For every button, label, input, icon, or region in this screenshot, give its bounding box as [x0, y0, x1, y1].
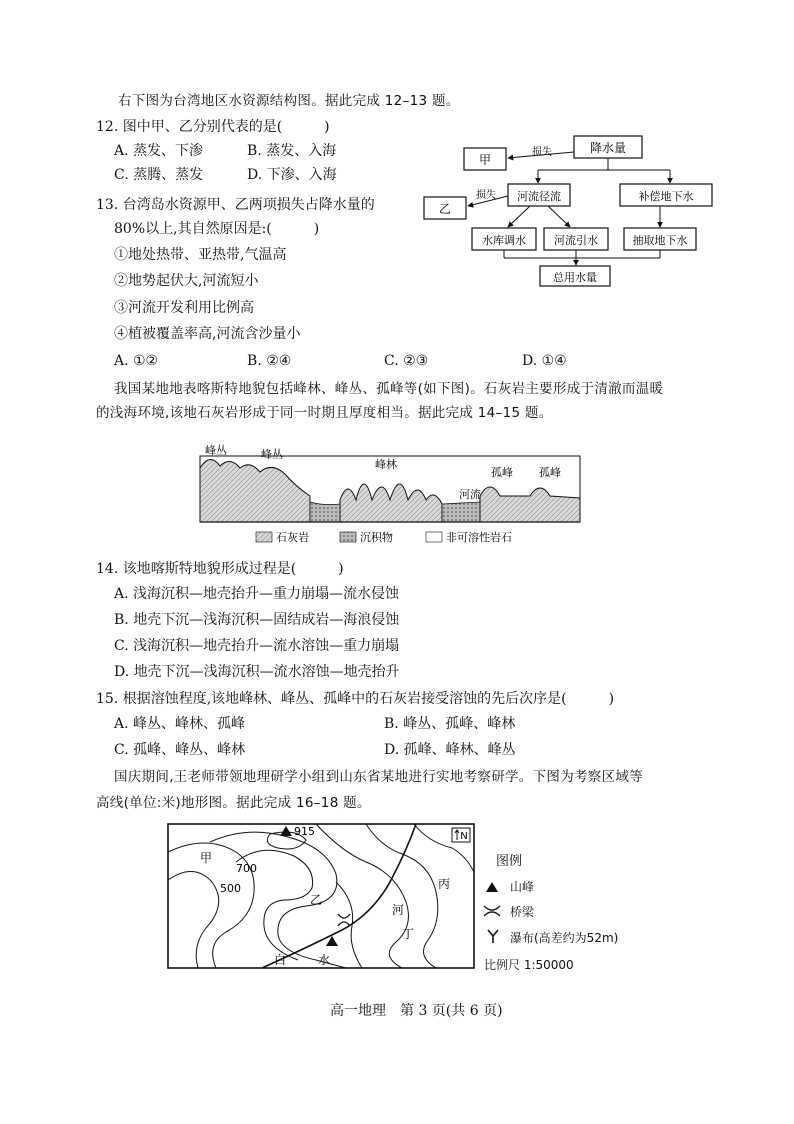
q13-statement-4: ④植被覆盖率高,河流含沙量小	[114, 326, 301, 342]
intro-16-18-line2: 高线(单位:米)地形图。据此完成 16–18 题。	[96, 795, 371, 811]
map-point-ding: 丁	[402, 927, 415, 941]
q13-statement-3: ③河流开发利用比例高	[114, 300, 254, 316]
intro-16-18-line1: 国庆期间,王老师带领地理研学小组到山东省某地进行实地考察研学。下图为考察区域等	[114, 769, 643, 785]
q13-option-b: B. ②④	[247, 353, 292, 369]
flow-river: 河流引水	[554, 234, 598, 247]
q13-option-a: A. ①②	[114, 353, 159, 369]
label-gufeng-1: 孤峰	[491, 466, 513, 479]
legend-limestone: 石灰岩	[276, 531, 309, 544]
intro-14-15-line1: 我国某地地表喀斯特地貌包括峰林、峰丛、孤峰等(如下图)。石灰岩主要形成于清澈而温暖	[114, 381, 664, 397]
flow-groundwater: 补偿地下水	[638, 190, 694, 203]
q15-option-c: C. 孤峰、峰丛、峰林	[114, 742, 246, 758]
q13-stem-2: 80%以上,其自然原因是:( )	[114, 221, 320, 237]
flow-reservoir: 水库调水	[482, 234, 526, 247]
flow-jia: 甲	[478, 153, 492, 167]
map-peak-elevation: 915	[294, 825, 315, 838]
map-river-shui: 水	[318, 953, 331, 967]
map-point-jia: 甲	[200, 851, 213, 865]
map-river-bai: 白	[274, 953, 287, 967]
legend-peak-icon	[484, 880, 500, 894]
q14-option-b: B. 地壳下沉—浅海沉积—固结成岩—海浪侵蚀	[114, 612, 400, 628]
q14-stem: 14. 该地喀斯特地貌形成过程是( )	[96, 561, 344, 577]
q13-statement-1: ①地处热带、亚热带,气温高	[114, 247, 287, 263]
q15-stem: 15. 根据溶蚀程度,该地峰林、峰丛、孤峰中的石灰岩接受溶蚀的先后次序是( )	[96, 691, 615, 707]
map-legend-peak: 山峰	[510, 880, 535, 894]
contour-map	[166, 822, 476, 972]
map-contour-500: 500	[220, 882, 241, 895]
q13-option-c: C. ②③	[384, 353, 429, 369]
flow-loss-1: 损失	[532, 147, 552, 158]
map-legend-title: 图例	[496, 854, 523, 869]
q14-option-c: C. 浅海沉积—地壳抬升—流水溶蚀—重力崩塌	[114, 638, 400, 654]
legend-bridge-icon	[482, 904, 502, 918]
flow-rain: 降水量	[589, 141, 627, 155]
page-footer: 高一地理 第 3 页(共 6 页)	[330, 1003, 503, 1019]
flow-loss-2: 损失	[476, 190, 496, 201]
label-fengcong-1: 峰丛	[205, 444, 227, 457]
legend-insoluble-swatch	[426, 532, 442, 542]
map-river-he: 河	[392, 903, 405, 917]
map-point-bing: 丙	[438, 877, 451, 891]
water-structure-diagram	[420, 130, 720, 290]
map-legend-waterfall: 瀑布(高差约为52m)	[510, 931, 619, 945]
map-contour-700: 700	[236, 862, 257, 875]
legend-sediment: 沉积物	[360, 531, 393, 544]
map-point-yi: 乙	[310, 893, 323, 907]
label-gufeng-2: 孤峰	[539, 466, 561, 479]
flow-total: 总用水量	[553, 271, 597, 284]
label-fenglin: 峰林	[375, 458, 397, 471]
map-legend-bridge: 桥梁	[510, 905, 535, 919]
intro-12-13: 右下图为台湾地区水资源结构图。据此完成 12–13 题。	[118, 93, 460, 109]
q13-stem-1: 13. 台湾岛水资源甲、乙两项损失占降水量的	[96, 197, 375, 213]
map-scale: 比例尺 1:50000	[484, 958, 574, 972]
flow-pump: 抽取地下水	[632, 234, 688, 247]
label-river: 河流	[459, 488, 481, 501]
q12-option-a: A. 蒸发、下渗	[114, 143, 204, 159]
q13-statement-2: ②地势起伏大,河流短小	[114, 273, 259, 289]
legend-limestone-swatch	[256, 532, 272, 542]
label-fengcong-2: 峰丛	[261, 448, 283, 461]
q14-option-a: A. 浅海沉积—地壳抬升—重力崩塌—流水侵蚀	[114, 586, 400, 602]
q15-option-b: B. 峰丛、孤峰、峰林	[384, 716, 516, 732]
q15-option-d: D. 孤峰、峰林、峰丛	[384, 742, 516, 758]
legend-sediment-swatch	[340, 532, 356, 542]
q12-option-c: C. 蒸腾、蒸发	[114, 167, 204, 183]
karst-cross-section	[190, 438, 590, 548]
q12-option-b: B. 蒸发、入海	[247, 143, 337, 159]
q12-stem: 12. 图中甲、乙分别代表的是( )	[96, 119, 330, 135]
flow-runoff: 河流径流	[517, 190, 561, 203]
flow-yi: 乙	[438, 202, 452, 216]
q14-option-d: D. 地壳下沉—浅海沉积—流水溶蚀—地壳抬升	[114, 664, 400, 680]
legend-waterfall-icon	[486, 928, 500, 944]
q15-option-a: A. 峰丛、峰林、孤峰	[114, 716, 246, 732]
map-north: N	[460, 831, 468, 842]
legend-insoluble: 非可溶性岩石	[446, 531, 512, 544]
q13-option-d: D. ①④	[522, 353, 567, 369]
q12-option-d: D. 下渗、入海	[247, 167, 337, 183]
intro-14-15-line2: 的浅海环境,该地石灰岩形成于同一时期且厚度相当。据此完成 14–15 题。	[96, 405, 553, 421]
